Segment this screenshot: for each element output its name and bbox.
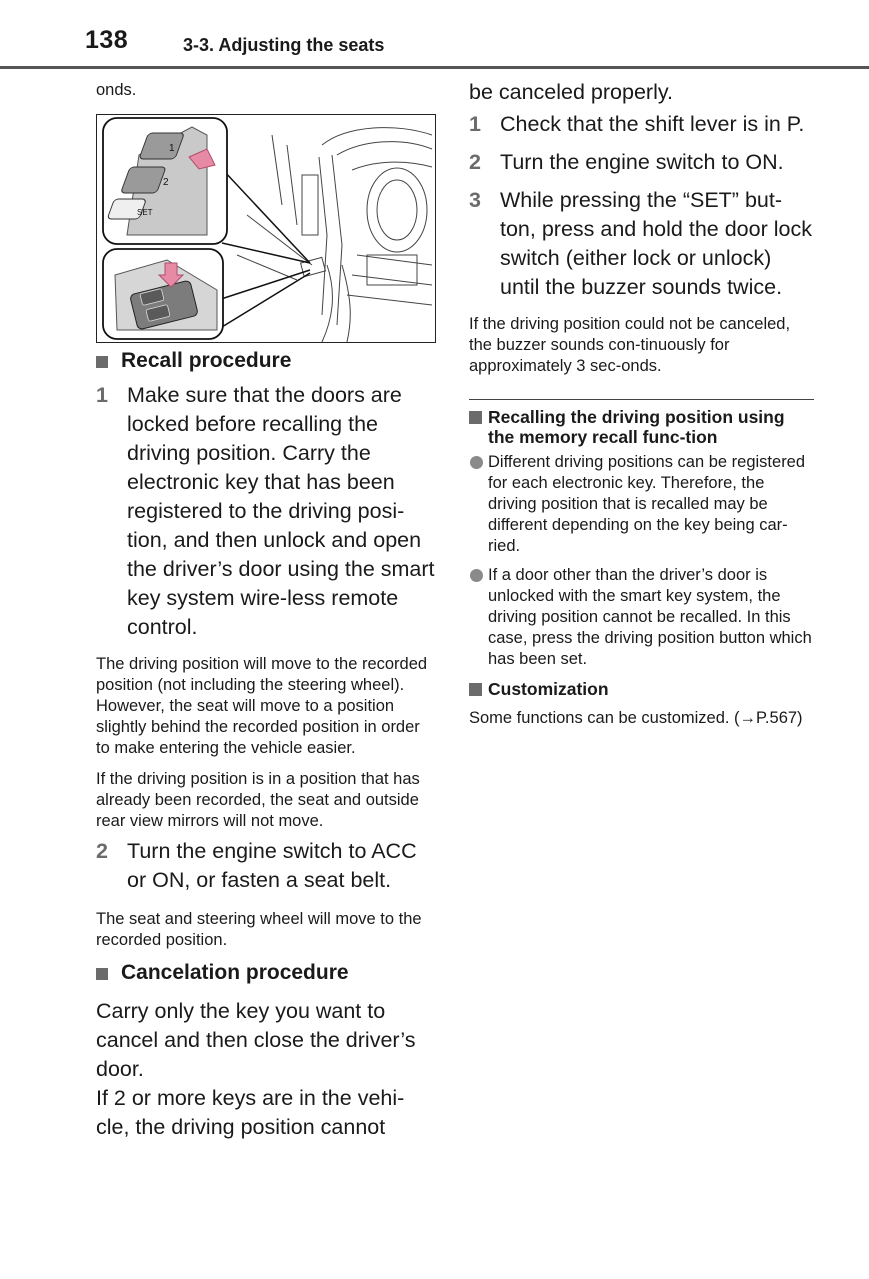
recall-note-1: The driving position will move to the recorded position (not including the steering wheel). However, the seat will move to a position slightly behind the recorded position in order to make entering the vehicle easier.: [96, 655, 428, 757]
memory-recall-heading: [469, 407, 814, 447]
memory-recall-heading-text: Recalling the driving position using the memory recall func-tion: [488, 407, 785, 447]
bullet-text: If a door other than the driver’s door is unlocked with the smart key system, the driving position cannot be recalled. In this case, press the driving position button which has been set.: [488, 566, 812, 668]
intro-fragment: onds.: [96, 81, 137, 99]
customization-heading-text: Customization: [488, 679, 609, 699]
bullet-text: Different driving positions can be registered for each electronic key. Therefore, the driving position that is recalled may be different depending on the key being car-ried.: [488, 453, 806, 555]
step-number: 2: [469, 150, 481, 174]
cancel-step-3: [469, 186, 814, 302]
step-number: 1: [469, 112, 481, 136]
recall-step-1: [96, 381, 436, 642]
round-bullet-icon: [470, 569, 483, 582]
cancel-paragraph-1: Carry only the key you want to cancel and then close the driver’s door.: [96, 999, 416, 1081]
square-bullet-icon: [469, 683, 482, 696]
step-text: Turn the engine switch to ACC or ON, or fasten a seat belt.: [127, 839, 417, 892]
square-bullet-icon: [469, 411, 482, 424]
recall-heading-text: Recall procedure: [121, 349, 292, 372]
square-bullet-icon: [96, 356, 108, 368]
continuation-text: be canceled properly.: [469, 80, 673, 104]
step-text: While pressing the “SET” but-ton, press and hold the door lock switch (either lock or unlock) until the buzzer sounds twice.: [500, 188, 812, 299]
cancel-paragraph-2: If 2 or more keys are in the vehi-cle, the driving position cannot: [96, 1086, 405, 1139]
round-bullet-icon: [470, 456, 483, 469]
page-number: 138: [85, 26, 129, 54]
square-bullet-icon: [96, 968, 108, 980]
set-label: SET: [137, 208, 153, 217]
section-title: 3-3. Adjusting the seats: [183, 35, 385, 55]
cancel-heading: [96, 959, 436, 987]
recall-note-3: The seat and steering wheel will move to the recorded position.: [96, 910, 422, 949]
icon-2-label: 2: [163, 177, 169, 188]
cancel-step-1: [469, 110, 814, 139]
cancel-heading-text: Cancelation procedure: [121, 961, 349, 984]
header-rule: [0, 66, 869, 69]
step-text: Make sure that the doors are locked before recalling the driving position. Carry the electronic key that has been registered to the driving posi-tion, and then unlock and open the driver’s door using the smart key system wire-less remote control.: [127, 383, 435, 639]
step-number: 3: [469, 188, 481, 212]
section-divider: [469, 399, 814, 400]
cancel-note: If the driving position could not be canceled, the buzzer sounds con-tinuously for approximately 3 sec-onds.: [469, 315, 791, 375]
customization-heading: [469, 679, 814, 699]
recall-note-2: If the driving position is in a position that has already been recorded, the seat and outside rear view mirrors will not move.: [96, 770, 420, 830]
recall-heading: [96, 347, 436, 375]
step-text: Check that the shift lever is in P.: [500, 112, 805, 136]
left-column: [96, 80, 436, 1142]
recall-step-2: [96, 837, 436, 895]
step-number: 1: [96, 383, 108, 407]
memory-bullet-2: [469, 565, 814, 670]
cancel-step-2: [469, 148, 814, 177]
right-column: [469, 78, 814, 729]
step-text: Turn the engine switch to ON.: [500, 150, 784, 174]
figure-illustration: [97, 115, 435, 342]
customization-text: Some functions can be customized. (→P.567): [469, 709, 803, 727]
step-number: 2: [96, 839, 108, 863]
memory-switch-figure: [96, 114, 436, 343]
icon-1-label: 1: [169, 143, 175, 154]
memory-bullet-1: [469, 452, 814, 557]
